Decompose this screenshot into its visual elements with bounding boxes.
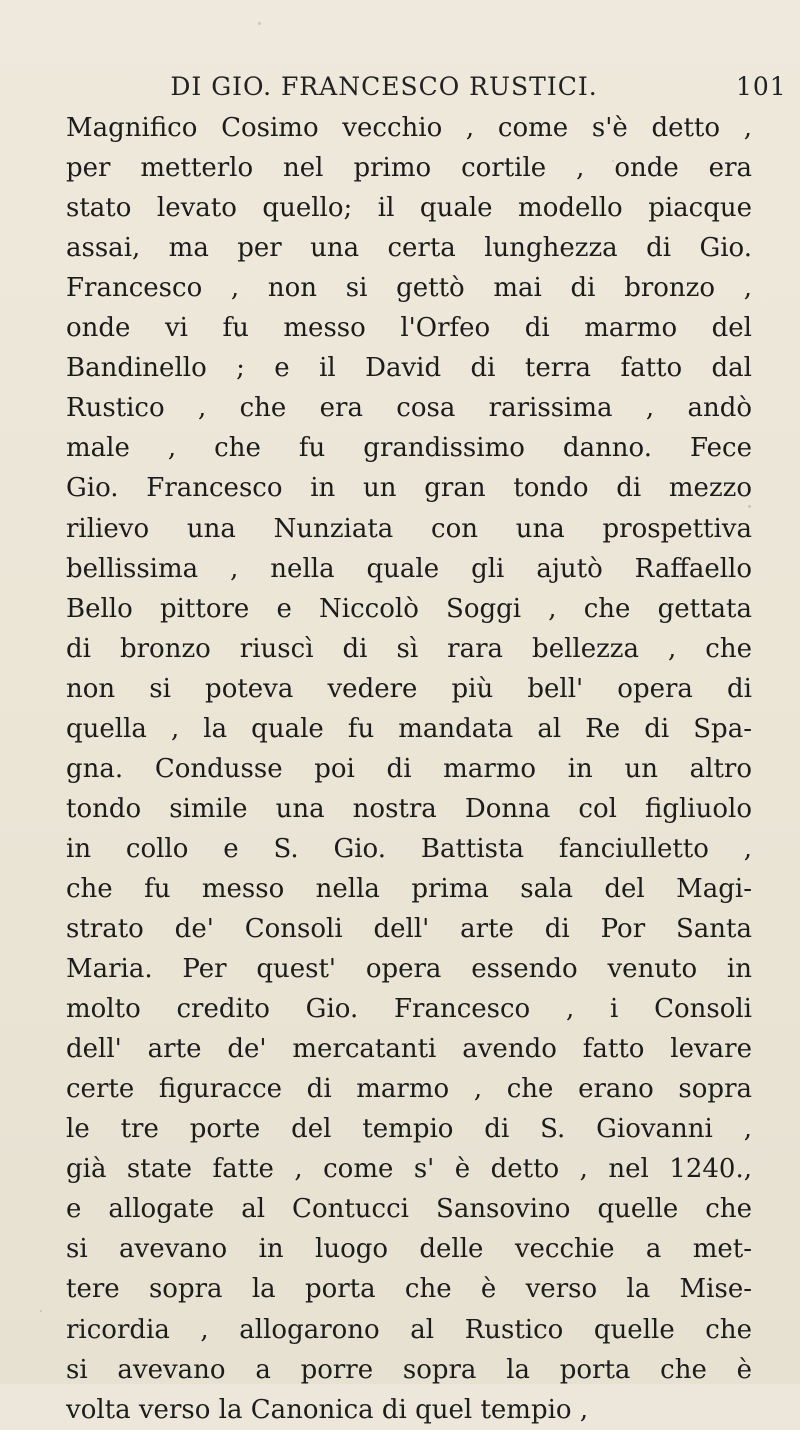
- text-line-content: ricordia , allogarono al Rustico quelle che: [66, 1314, 752, 1345]
- text-line-content: le tre porte del tempio di S. Giovanni ,: [66, 1114, 752, 1145]
- text-line: [66, 148, 752, 188]
- text-line: [66, 1109, 752, 1149]
- running-title: DI GIO. FRANCESCO RUSTICI.: [170, 72, 598, 101]
- text-line: [66, 789, 752, 829]
- text-line-content: Francesco , non si gettò mai di bronzo ,: [66, 273, 752, 304]
- text-line-content: Bello pittore e Niccolò Soggi , che gettata: [66, 593, 752, 624]
- text-line: [66, 228, 752, 268]
- text-line: [66, 1269, 752, 1309]
- text-line: [66, 989, 752, 1029]
- text-line-content: Rustico , che era cosa rarissima , andò: [66, 393, 752, 424]
- text-line-content: Gio. Francesco in un gran tondo di mezzo: [66, 473, 752, 504]
- paper-speck: [258, 22, 261, 25]
- paper-speck: [40, 1310, 42, 1312]
- text-line-content: certe figuracce di marmo , che erano sopra: [66, 1074, 752, 1105]
- paper-speck: [748, 505, 751, 508]
- page-header: [0, 72, 800, 112]
- text-line: [66, 549, 752, 589]
- text-line-content: dell' arte de' mercatanti avendo fatto levare: [66, 1034, 752, 1065]
- text-line-content: che fu messo nella prima sala del Magi-: [66, 873, 752, 904]
- text-line-content: quella , la quale fu mandata al Re di Spa-: [66, 713, 752, 744]
- text-line-content: stato levato quello; il quale modello piacque: [66, 193, 752, 224]
- text-line-content: per metterlo nel primo cortile , onde era: [66, 153, 752, 184]
- text-line: [66, 949, 752, 989]
- text-line: [66, 869, 752, 909]
- text-line: [66, 629, 752, 669]
- text-line: [66, 1310, 752, 1350]
- text-line: [66, 108, 752, 148]
- text-line: [66, 468, 752, 508]
- text-line: [66, 1350, 752, 1390]
- text-line-content: Maria. Per quest' opera essendo venuto in: [66, 954, 752, 985]
- text-line-content: tondo simile una nostra Donna col figliuolo: [66, 793, 752, 824]
- text-line: [66, 308, 752, 348]
- text-line: [66, 669, 752, 709]
- text-line: [66, 829, 752, 869]
- text-line: [66, 589, 752, 629]
- text-line: [66, 1229, 752, 1269]
- text-line: [66, 388, 752, 428]
- text-line-content: rilievo una Nunziata con una prospettiva: [66, 513, 752, 544]
- text-line-content: gna. Condusse poi di marmo in un altro: [66, 753, 752, 784]
- text-line: [66, 268, 752, 308]
- text-line-content: volta verso la Canonica di quel tempio ,: [66, 1394, 589, 1425]
- text-line: [66, 709, 752, 749]
- text-line-content: in collo e S. Gio. Battista fanciulletto ,: [66, 833, 752, 864]
- text-line-content: onde vi fu messo l'Orfeo di marmo del: [66, 313, 752, 344]
- text-line-content: già state fatte , come s' è detto , nel 1240.,: [66, 1154, 752, 1185]
- text-line-content: male , che fu grandissimo danno. Fece: [66, 433, 752, 464]
- text-line: [66, 1149, 752, 1189]
- text-line-content: molto credito Gio. Francesco , i Consoli: [66, 994, 752, 1025]
- text-line: [66, 909, 752, 949]
- text-line-content: e allogate al Contucci Sansovino quelle che: [66, 1194, 752, 1225]
- text-line: [66, 749, 752, 789]
- text-line-content: di bronzo riuscì di sì rara bellezza , che: [66, 633, 752, 664]
- text-line: [66, 188, 752, 228]
- text-line-content: strato de' Consoli dell' arte di Por Santa: [66, 914, 752, 944]
- paper-speck: [612, 160, 614, 162]
- text-line: [66, 1069, 752, 1109]
- text-line-content: si avevano in luogo delle vecchie a met-: [66, 1234, 752, 1265]
- text-line-content: assai, ma per una certa lunghezza di Gio.: [66, 233, 752, 264]
- text-line-content: Bandinello ; e il David di terra fatto dal: [66, 353, 752, 384]
- text-line-content: si avevano a porre sopra la porta che è: [66, 1354, 752, 1385]
- text-line-content: tere sopra la porta che è verso la Mise-: [66, 1274, 752, 1305]
- text-line: [66, 348, 752, 388]
- text-line: [66, 1189, 752, 1229]
- text-line: [66, 1390, 588, 1430]
- text-line: [66, 1029, 752, 1069]
- text-line: [66, 509, 752, 549]
- text-line-content: bellissima , nella quale gli ajutò Raffaello: [66, 553, 752, 584]
- text-line: [66, 428, 752, 468]
- page-number: 101: [736, 72, 787, 101]
- text-line-content: Magnifico Cosimo vecchio , come s'è detto ,: [66, 113, 752, 143]
- text-line-content: non si poteva vedere più bell' opera di: [66, 673, 752, 704]
